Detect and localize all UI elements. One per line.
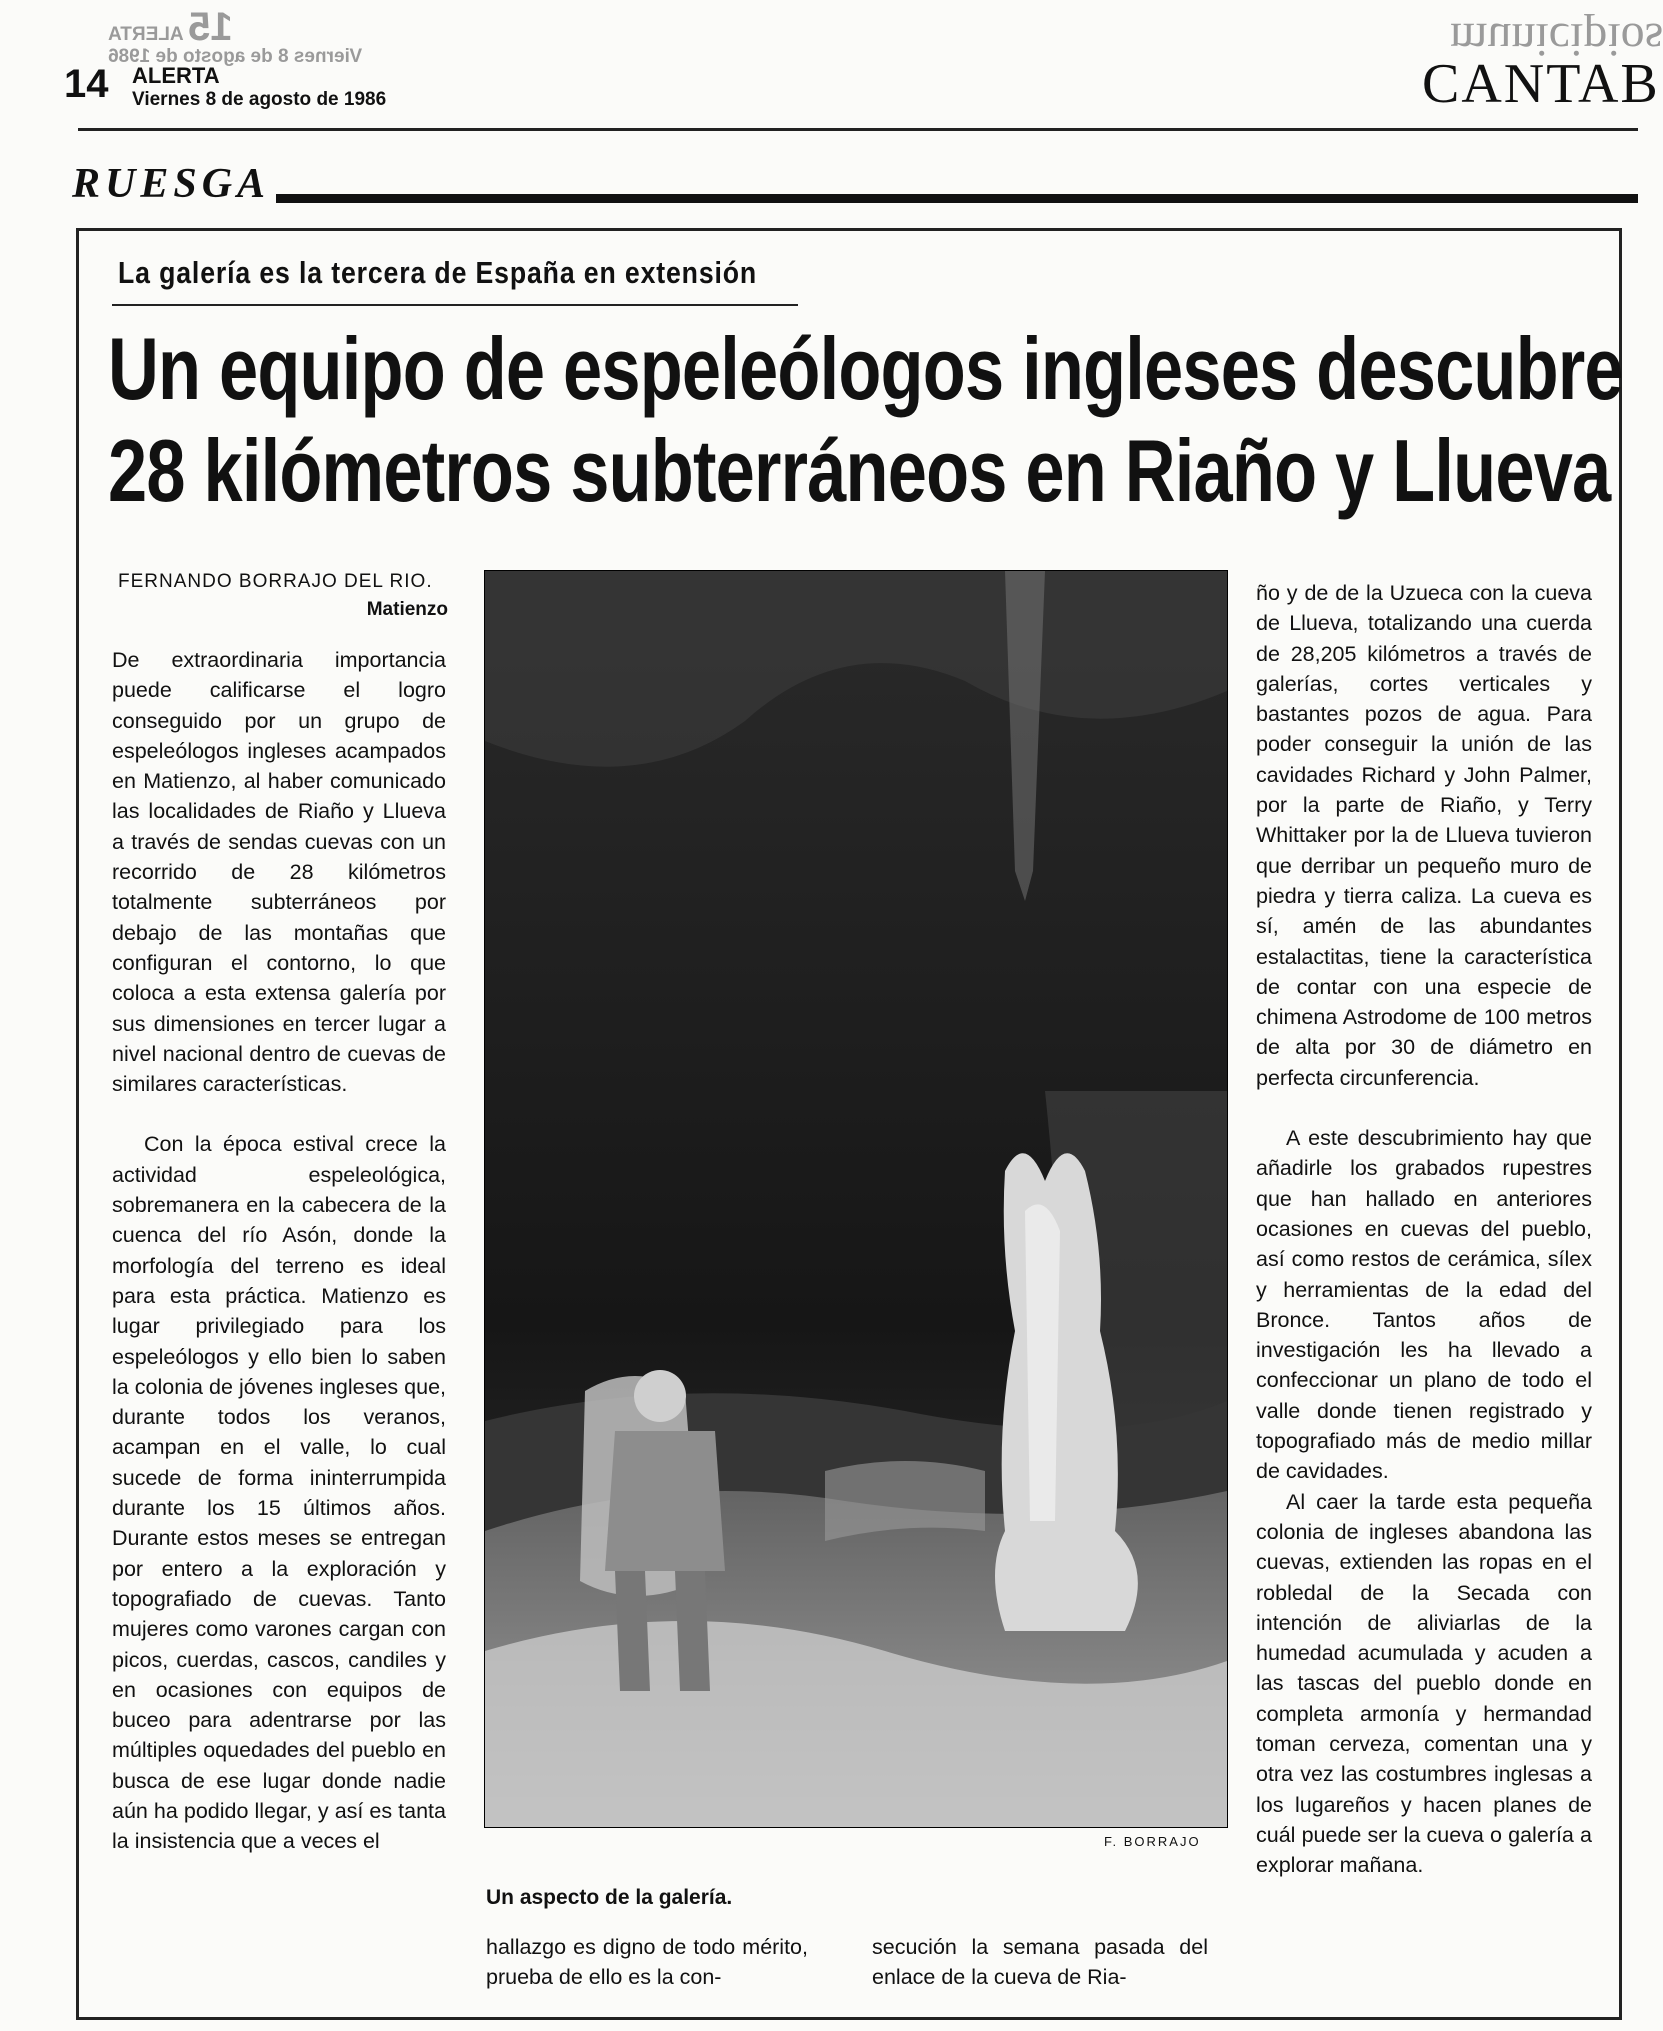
publication-date: Viernes 8 de agosto de 1986: [132, 89, 387, 110]
paragraph: hallazgo es digno de todo mérito, prueba de ello es la con-: [486, 1935, 808, 1990]
paragraph: secución la semana pasada del enlace de la cueva de Ria-: [872, 1935, 1208, 1990]
dateline-location: Matienzo: [366, 599, 448, 620]
headline-line: 28 kilómetros subterráneos en Riaño y Llueva: [108, 421, 1611, 520]
page-number: 14: [64, 62, 109, 106]
byline: [118, 568, 448, 624]
photo-caption: Un aspecto de la galería.: [486, 1886, 733, 1909]
column-3: [1256, 578, 1592, 1880]
paragraph: ño y de de la Uzueca con la cueva de Llueva, totalizando una cuerda de 28,205 kilómetros a través de galerías, cortes verticales y bastantes pozos de agua. Para poder conseguir la unión de las cavidades Richard y John Palmer, por la parte de Riaño, y Terry Whittaker por la de Llueva tuvieron que derribar un pequeño muro de piedra y tierra caliza. La cueva es sí, amén de las abundantes estalactitas, tiene la característica de contar con una especie de chimena Astrodome de 100 metros de alta por 30 de diámetro en perfecta circunferencia.: [1256, 581, 1592, 1090]
header-rule: [78, 128, 1638, 131]
section-title: RUESGA: [72, 161, 271, 207]
section-rule: [276, 194, 1638, 203]
cave-photo: [484, 570, 1228, 1828]
kicker-underline: [112, 304, 798, 306]
article-kicker: La galería es la tercera de España en extensión: [118, 255, 758, 290]
headline-line: Un equipo de espeleólogos ingleses descubre: [108, 319, 1623, 418]
right-heading: CANTAB: [1422, 53, 1660, 115]
column-2b: [872, 1932, 1208, 1993]
publication-block: [132, 64, 386, 112]
bleed-through-header: [108, 5, 363, 68]
cave-photo-image: [485, 571, 1227, 1827]
column-2a: [486, 1932, 808, 1993]
bleed-date: Viernes 8 de agosto de 1986: [108, 46, 363, 67]
paragraph: Al caer la tarde esta pequeña colonia de ingleses abandona las cuevas, extienden las ropas en el robledal de la Secada con intención de aliviarlas de la humedad acumulada y acuden a las tascas del pueblo donde en completa armonía y hermandad toman cerveza, comentan una y otra vez las costumbres inglesas a los lugareños y hacen planes de cuál puede ser la cueva o galería a explorar mañana.: [1256, 1489, 1592, 1878]
column-1: [112, 645, 446, 1857]
publication-name: ALERTA: [132, 63, 220, 88]
paragraph: De extraordinaria importancia puede calificarse el logro conseguido por un grupo de espeleólogos ingleses acampados en Matienzo, al haber comunicado las localidades de Riaño y Llueva a través de sendas cuevas con un recorrido de 28 kilómetros totalmente subterráneos por debajo de las montañas que configuran el contorno, lo que coloca a esta extensa galería por sus dimensiones en tercer lugar a nivel nacional dentro de cuevas de similares características.: [112, 648, 446, 1097]
photo-credit: F. BORRAJO: [1104, 1834, 1201, 1849]
paragraph: Con la época estival crece la actividad espeleológica, sobremanera en la cabecera de la cuenca del río Asón, donde la morfología del terreno es ideal para esta práctica. Matienzo es lugar privilegiado para los espeleólogos y ello bien lo saben la colonia de jóvenes ingleses que, durante todos los veranos, acampan en el valle, lo cual sucede de forma ininterrumpida durante los 15 últimos años. Durante estos meses se entregan por entero a la exploración y topografiado de cuevas. Tanto mujeres como varones cargan con picos, cuerdas, cascos, candiles y en ocasiones con equipos de buceo para adentrarse por las múltiples oquedades del pueblo en busca de ese lugar donde nadie aún ha podido llegar, y así es tanta la insistencia que a veces el: [112, 1132, 446, 1854]
paragraph: A este descubrimiento hay que añadirle los grabados rupestres que han hallado en anteriores ocasiones en cuevas del pueblo, así como restos de cerámica, sílex y herramientas de la edad del Bronce. Tantos años de investigación les ha llevado a confeccionar un plano de todo el valle donde tienen registrado y topografiado más de medio millar de cavidades.: [1256, 1126, 1592, 1484]
bleed-page-number: 15: [188, 5, 233, 49]
bleed-publication: ALERTA: [108, 24, 184, 45]
article-headline: [108, 318, 1623, 522]
right-heading-ghost: municipios: [1450, 13, 1663, 66]
author: FERNANDO BORRAJO DEL RIO.: [118, 571, 433, 592]
